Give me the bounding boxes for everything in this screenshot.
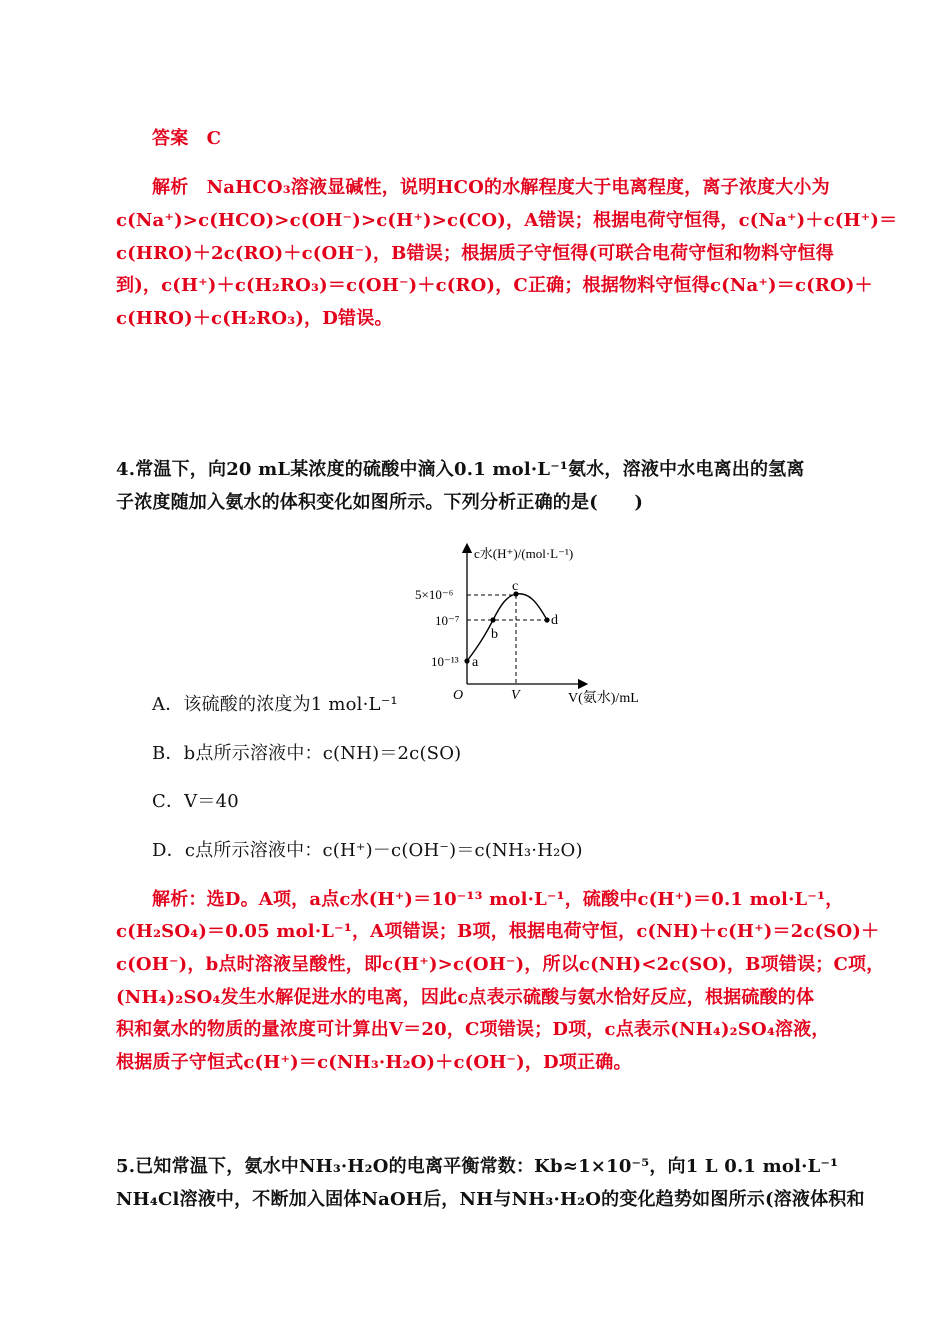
- option-d: D．c点所示溶液中：c(H⁺)－c(OH⁻)＝c(NH₃·H₂O): [152, 840, 583, 861]
- point-b: [490, 617, 495, 622]
- x-axis-label: V(氨水)/mL: [568, 691, 639, 706]
- answer-label: 答案 C: [152, 128, 222, 149]
- option-b: B．b点所示溶液中：c(NH)＝2c(SO): [152, 743, 462, 764]
- y-axis-label: c水(H⁺)/(mol·L⁻¹): [474, 546, 574, 561]
- explanation4-line-2: c(H₂SO₄)＝0.05 mol·L⁻¹，A项错误；B项，根据电荷守恒，c(NH)＋c(H⁺)＝2c(SO)＋: [116, 921, 880, 942]
- point-label-b: b: [491, 627, 498, 642]
- explanation4-line-6: 根据质子守恒式c(H⁺)＝c(NH₃·H₂O)＋c(OH⁻)，D项正确。: [116, 1052, 632, 1073]
- question5-line-1: 5.已知常温下，氨水中NH₃·H₂O的电离平衡常数：Kb≈1×10⁻⁵，向1 L 0.1 mol·L⁻¹: [116, 1156, 839, 1177]
- point-label-d: d: [551, 613, 558, 628]
- curve: [467, 594, 547, 661]
- question4-line-1: 4.常温下，向20 mL某浓度的硫酸中滴入0.1 mol·L⁻¹氨水，溶液中水电离出的氢离: [116, 459, 805, 480]
- question4-graph: [405, 538, 665, 708]
- point-label-a: a: [472, 655, 479, 670]
- question5-line-2: NH₄Cl溶液中，不断加入固体NaOH后，NH与NH₃·H₂O的变化趋势如图所示(溶液体积和: [116, 1189, 865, 1210]
- explanation4-line-1: 解析：选D。A项，a点c水(H⁺)＝10⁻¹³ mol·L⁻¹，硫酸中c(H⁺)＝0.1 mol·L⁻¹，: [152, 889, 844, 910]
- explanation3-line-3: c(HRO)＋2c(RO)＋c(OH⁻)，B错误；根据质子守恒得(可联合电荷守恒和物料守恒得: [116, 243, 834, 264]
- option-a: A．该硫酸的浓度为1 mol·L⁻¹: [152, 694, 398, 715]
- explanation3-line-1: 解析 NaHCO₃溶液显碱性，说明HCO的水解程度大于电离程度，离子浓度大小为: [152, 177, 830, 198]
- explanation4-line-5: 积和氨水的物质的量浓度可计算出V＝20，C项错误；D项，c点表示(NH₄)₂SO₄溶液，: [116, 1019, 830, 1040]
- point-d: [544, 617, 549, 622]
- point-a: [464, 658, 469, 663]
- explanation3-line-4: 到)，c(H⁺)＋c(H₂RO₃)＝c(OH⁻)＋c(RO)，C正确；根据物料守恒得c(Na⁺)＝c(RO)＋: [116, 275, 873, 296]
- y-tick-label-1: 10⁻¹³: [431, 654, 459, 669]
- explanation3-line-2: c(Na⁺)>c(HCO)>c(OH⁻)>c(H⁺)>c(CO)，A错误；根据电荷守恒得，c(Na⁺)＋c(H⁺)＝: [116, 210, 898, 231]
- y-tick-label-2: 10⁻⁷: [435, 613, 460, 628]
- explanation4-line-3: c(OH⁻)，b点时溶液呈酸性，即c(H⁺)>c(OH⁻)，所以c(NH)<2c(SO)，B项错误；C项，: [116, 954, 885, 975]
- y-tick-label-3: 5×10⁻⁶: [415, 587, 454, 602]
- point-label-c: c: [512, 579, 519, 594]
- explanation3-line-5: c(HRO)＋c(H₂RO₃)，D错误。: [116, 308, 393, 329]
- explanation4-line-4: (NH₄)₂SO₄发生水解促进水的电离，因此c点表示硫酸与氨水恰好反应，根据硫酸的体: [116, 987, 815, 1008]
- question4-line-2: 子浓度随加入氨水的体积变化如图所示。下列分析正确的是( ): [116, 492, 644, 513]
- option-c: C．V＝40: [152, 791, 239, 812]
- x-tick-label-v: V: [511, 688, 520, 703]
- origin-label: O: [453, 688, 464, 703]
